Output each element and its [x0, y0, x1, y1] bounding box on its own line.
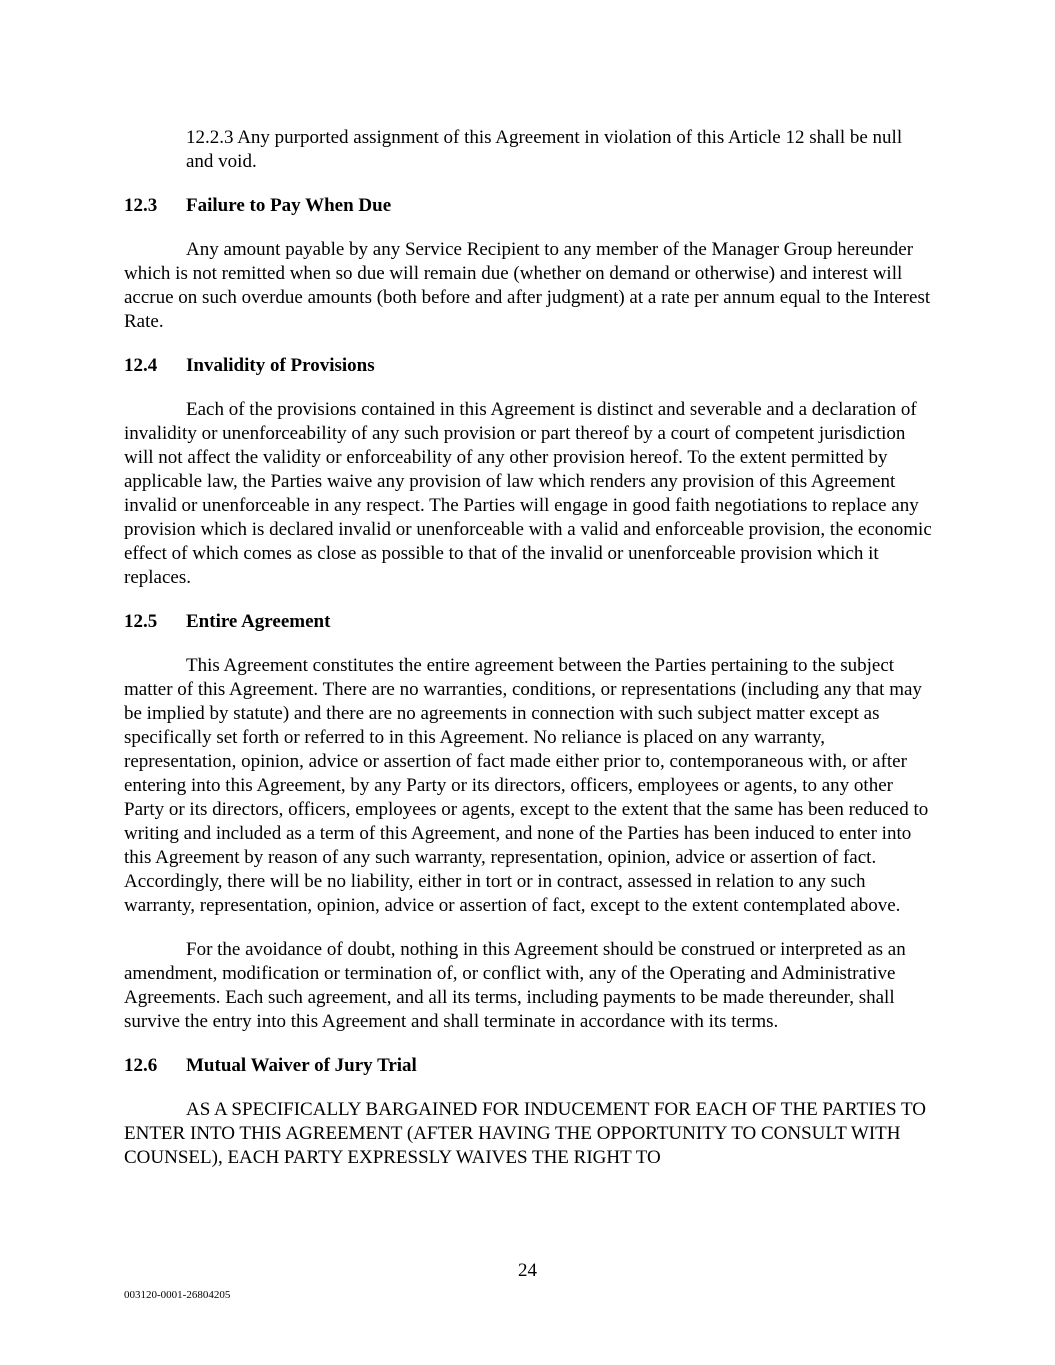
section-number: 12.3 [124, 195, 158, 216]
section-number: 12.5 [124, 611, 158, 632]
document-body [124, 126, 936, 1190]
section-title: Failure to Pay When Due [186, 195, 392, 216]
page-number: 24 [518, 1260, 537, 1281]
subsection-12-2-3: 12.2.3 Any purported assignment of this Agreement in violation of this Article 12 shall be null and void. [186, 127, 903, 172]
document-id: 003120-0001-26804205 [124, 1289, 231, 1301]
section-heading [124, 194, 936, 218]
body-paragraph: AS A SPECIFICALLY BARGAINED FOR INDUCEMENT FOR EACH OF THE PARTIES TO ENTER INTO THIS AGREEMENT (AFTER HAVING THE OPPORTUNITY TO CONSULT WITH COUNSEL), EACH PARTY EXPRESSLY WAIVES THE RIGHT TO [124, 1099, 926, 1168]
section-number: 12.4 [124, 355, 158, 376]
section-number: 12.6 [124, 1055, 158, 1076]
section-heading [124, 1054, 936, 1078]
body-paragraph: Each of the provisions contained in this Agreement is distinct and severable and a declaration of invalidity or unenforceability of any such provision or part thereof by a court of competent jurisdiction will not affect the validity or enforceability of any other provision hereof. To the extent permitted by applicable law, the Parties waive any provision of law which renders any provision of this Agreement invalid or unenforceable in any respect. The Parties will engage in good faith negotiations to replace any provision which is declared invalid or unenforceable with a valid and enforceable provision, the economic effect of which comes as close as possible to that of the invalid or unenforceable provision which it replaces. [124, 399, 932, 588]
body-paragraph: For the avoidance of doubt, nothing in this Agreement should be construed or interpreted as an amendment, modification or termination of, or conflict with, any of the Operating and Administrative Agreements. Each such agreement, and all its terms, including payments to be made thereunder, shall survive the entry into this Agreement and shall terminate in accordance with its terms. [124, 939, 906, 1032]
section-title: Entire Agreement [186, 611, 331, 632]
section-12-6 [124, 1054, 936, 1170]
section-heading [124, 610, 936, 634]
section-12-5 [124, 610, 936, 1034]
section-title: Invalidity of Provisions [186, 355, 375, 376]
section-title: Mutual Waiver of Jury Trial [186, 1055, 417, 1076]
section-heading [124, 354, 936, 378]
section-12-3 [124, 194, 936, 334]
body-paragraph: This Agreement constitutes the entire agreement between the Parties pertaining to the subject matter of this Agreement. There are no warranties, conditions, or representations (including any that may be implied by statute) and there are no agreements in connection with such subject matter except as specifically set forth or referred to in this Agreement. No reliance is placed on any warranty, representation, opinion, advice or assertion of fact made either prior to, contemporaneous with, or after entering into this Agreement, by any Party or its directors, officers, employees or agents, to any other Party or its directors, officers, employees or agents, except to the extent that the same has been reduced to writing and included as a term of this Agreement, and none of the Parties has been induced to enter into this Agreement by reason of any such warranty, representation, opinion, advice or assertion of fact. Accordingly, there will be no liability, either in tort or in contract, assessed in relation to any such warranty, representation, opinion, advice or assertion of fact, except to the extent contemplated above. [124, 655, 929, 916]
body-paragraph: Any amount payable by any Service Recipient to any member of the Manager Group hereunder which is not remitted when so due will remain due (whether on demand or otherwise) and interest will accrue on such overdue amounts (both before and after judgment) at a rate per annum equal to the Interest Rate. [124, 239, 931, 332]
section-12-4 [124, 354, 936, 590]
